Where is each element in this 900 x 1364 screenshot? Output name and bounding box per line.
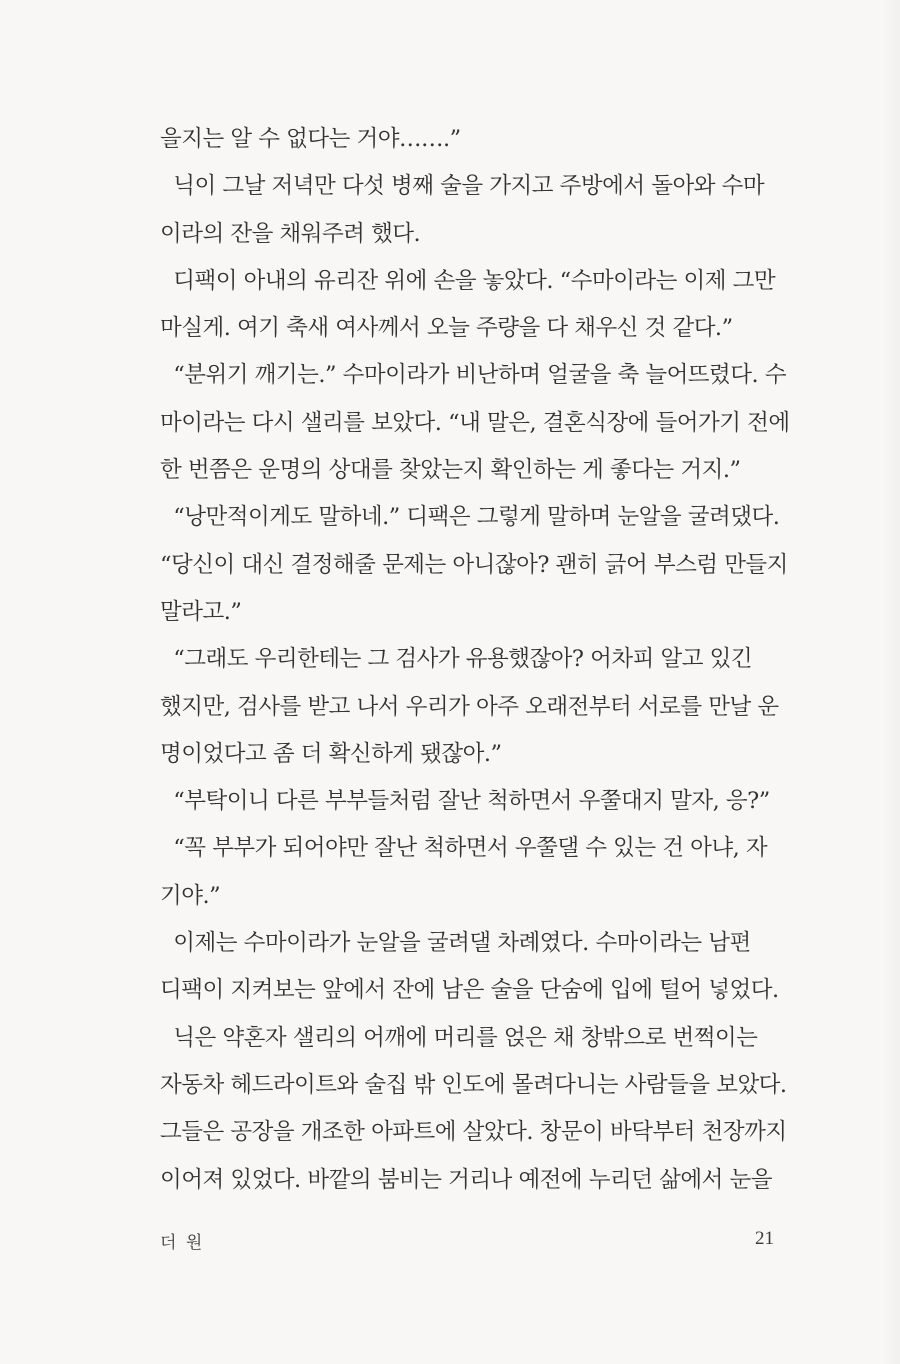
text-line: 닉이 그날 저녁만 다섯 병째 술을 가지고 주방에서 돌아와 수마: [160, 173, 765, 200]
text-line: “꼭 부부가 되어야만 잘난 척하면서 우쭐댈 수 있는 건 아냐, 자: [160, 835, 768, 862]
text-line: “부탁이니 다른 부부들처럼 잘난 척하면서 우쭐대지 말자, 응?”: [160, 788, 770, 815]
text-line: 그들은 공장을 개조한 아파트에 살았다. 창문이 바닥부터 천장까지: [160, 1119, 787, 1146]
text-line: 이제는 수마이라가 눈알을 굴려댈 차례였다. 수마이라는 남편: [160, 930, 751, 957]
text-line: 을지는 알 수 없다는 거야…….”: [160, 126, 461, 152]
page-number: 21: [755, 1228, 774, 1249]
running-footer-book-title: 더 원: [160, 1233, 205, 1253]
text-line: 한 번쯤은 운명의 상대를 찾았는지 확인하는 게 좋다는 거지.”: [160, 457, 741, 484]
text-line: “그래도 우리한테는 그 검사가 유용했잖아? 어차피 알고 있긴: [160, 646, 753, 673]
body-text: [160, 116, 790, 1204]
text-line: “낭만적이게도 말하네.” 디팩은 그렇게 말하며 눈알을 굴려댔다.: [160, 504, 780, 531]
text-line: 디팩이 지켜보는 앞에서 잔에 남은 술을 단숨에 입에 털어 넣었다.: [160, 977, 779, 1004]
text-line: 말라고.”: [160, 598, 242, 625]
text-line: “분위기 깨기는.” 수마이라가 비난하며 얼굴을 축 늘어뜨렸다. 수: [160, 362, 787, 389]
text-line: 디팩이 아내의 유리잔 위에 손을 놓았다. “수마이라는 이제 그만: [160, 267, 776, 294]
text-line: 마실게. 여기 축새 여사께서 오늘 주량을 다 채우신 것 같다.”: [160, 315, 733, 342]
text-line: 이어져 있었다. 바깥의 붐비는 거리나 예전에 누리던 삶에서 눈을: [160, 1166, 772, 1193]
text-line: 기야.”: [160, 882, 221, 909]
text-line: “당신이 대신 결정해줄 문제는 아니잖아? 괜히 긁어 부스럼 만들지: [160, 551, 788, 578]
text-line: 명이었다고 좀 더 확신하게 됐잖아.”: [160, 740, 502, 767]
text-line: 했지만, 검사를 받고 나서 우리가 아주 오래전부터 서로를 만날 운: [160, 693, 779, 720]
text-line: 이라의 잔을 채워주려 했다.: [160, 220, 421, 247]
text-line: 마이라는 다시 샐리를 보았다. “내 말은, 결혼식장에 들어가기 전에: [160, 409, 790, 436]
text-line: 자동차 헤드라이트와 술집 밖 인도에 몰려다니는 사람들을 보았다.: [160, 1071, 787, 1098]
page-edge-shadow: [882, 0, 900, 1364]
text-line: 닉은 약혼자 샐리의 어깨에 머리를 얹은 채 창밖으로 번쩍이는: [160, 1024, 758, 1051]
